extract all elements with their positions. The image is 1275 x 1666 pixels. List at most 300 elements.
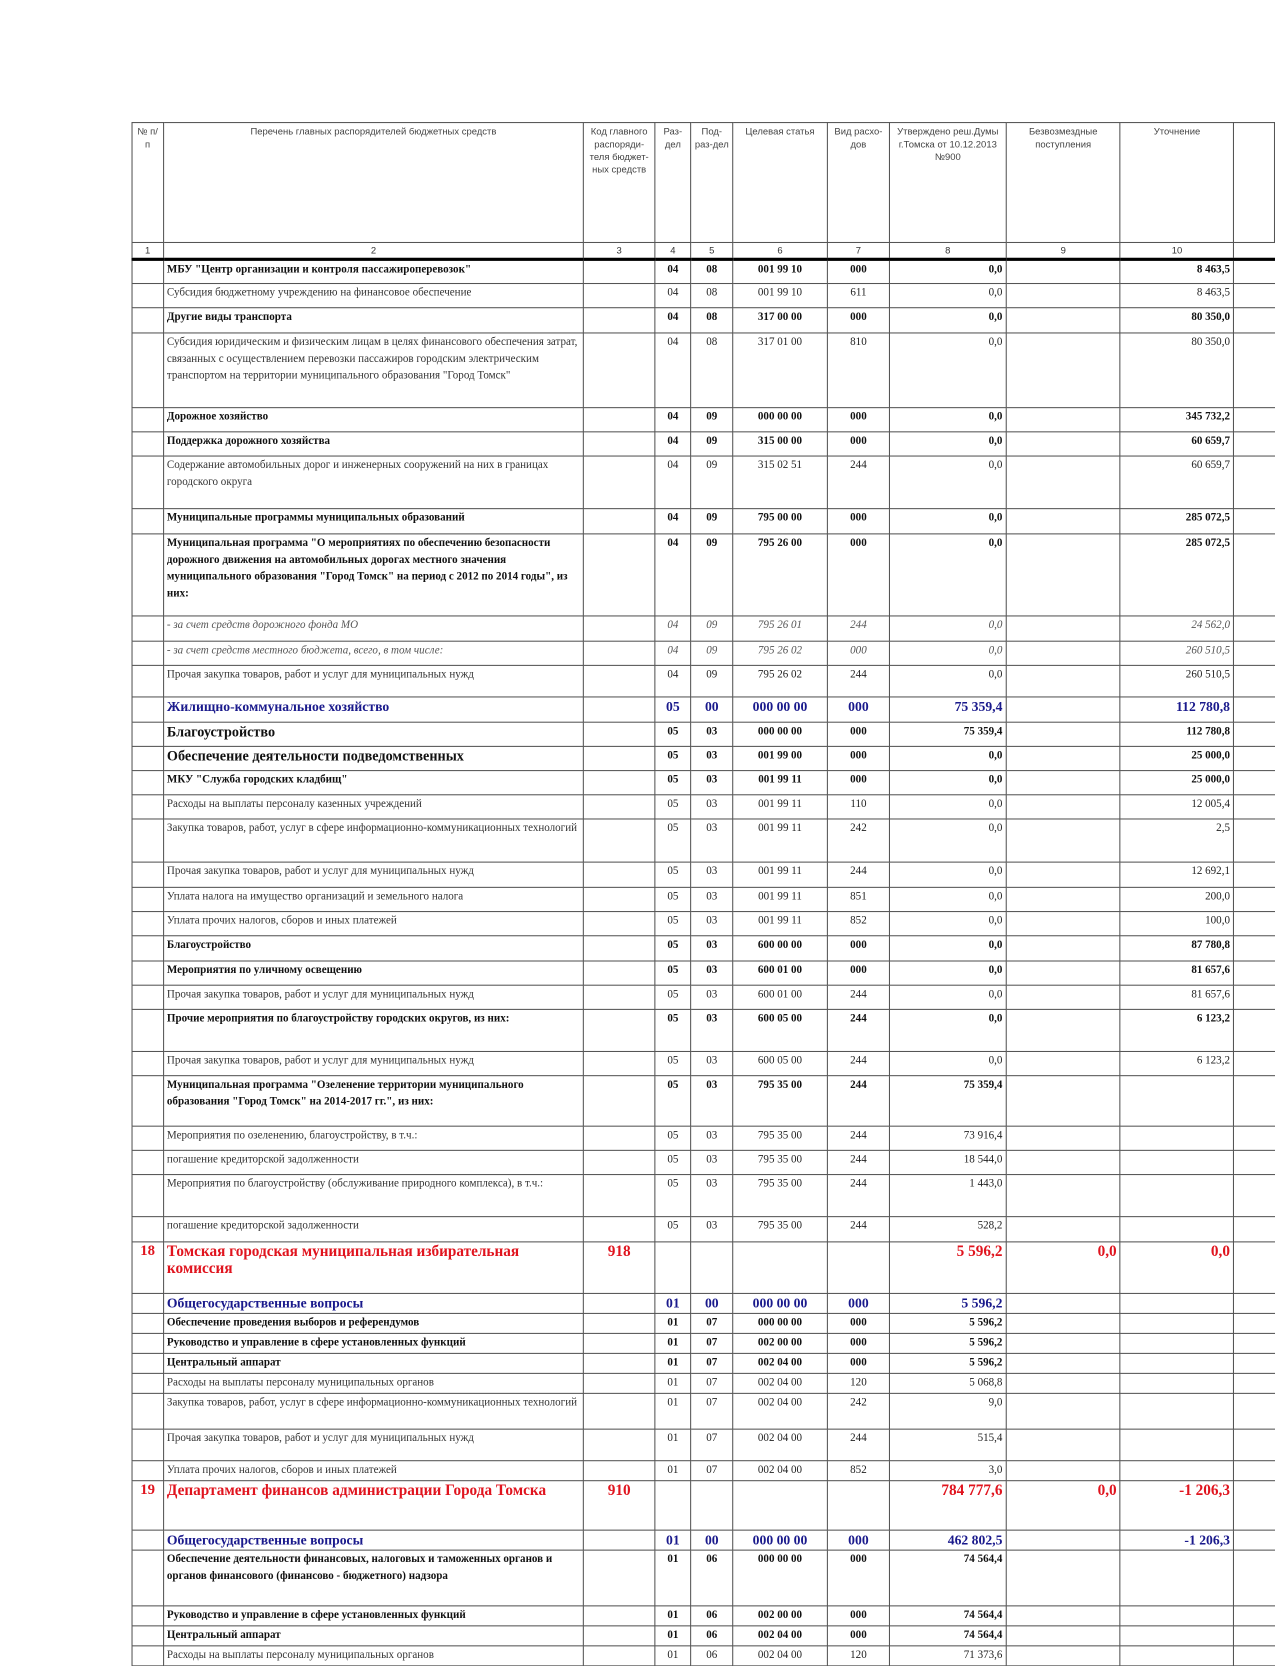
row-subsection: 08: [691, 259, 733, 283]
row-expense-type: 244: [827, 1429, 889, 1461]
row-cut-cell: [1234, 456, 1275, 509]
table-row: [132, 771, 1274, 795]
row-admin-code: [584, 1530, 655, 1550]
row-number: [132, 1353, 163, 1373]
row-subsection: 03: [691, 1175, 733, 1217]
row-adjustment: [1120, 1150, 1233, 1174]
row-name: МБУ "Центр организации и контроля пассажироперевозок": [163, 259, 583, 283]
row-name: Обеспечение деятельности подведомственных: [163, 746, 583, 770]
table-row: [132, 1550, 1274, 1606]
col-number: 4: [655, 242, 691, 259]
row-adjustment: 112 780,8: [1120, 722, 1233, 746]
row-grants: [1006, 456, 1120, 509]
row-expense-type: 242: [827, 1393, 889, 1429]
col-header-code: Код главного распоряди-теля бюджет-ных средств: [584, 123, 655, 243]
row-approved: 0,0: [889, 308, 1006, 333]
row-number: [132, 1429, 163, 1461]
row-subsection: 03: [691, 1217, 733, 1242]
row-grants: [1006, 795, 1120, 819]
row-section: 04: [655, 534, 691, 616]
row-grants: [1006, 697, 1120, 722]
col-header-number: № п/п: [132, 123, 163, 243]
row-expense-type: 000: [827, 1333, 889, 1353]
row-number: [132, 534, 163, 616]
row-subsection: 03: [691, 1009, 733, 1051]
row-cut-cell: [1234, 408, 1275, 432]
row-subsection: 09: [691, 456, 733, 509]
row-number: [132, 1150, 163, 1174]
row-name: Дорожное хозяйство: [163, 408, 583, 432]
row-section: 05: [655, 1175, 691, 1217]
row-expense-type: 120: [827, 1646, 889, 1666]
row-cut-cell: [1234, 1530, 1275, 1550]
row-number: [132, 795, 163, 819]
table-row: [132, 1293, 1274, 1313]
row-section: 01: [655, 1606, 691, 1626]
row-grants: [1006, 1150, 1120, 1174]
row-target-article: 001 99 10: [733, 284, 828, 308]
row-cut-cell: [1234, 616, 1275, 641]
row-admin-code: [584, 1461, 655, 1481]
row-section: 01: [655, 1313, 691, 1333]
row-target-article: 317 00 00: [733, 308, 828, 333]
table-row: [132, 1009, 1274, 1051]
row-section: 01: [655, 1626, 691, 1646]
row-target-article: 002 00 00: [733, 1606, 828, 1626]
col-header-cut: [1234, 123, 1275, 243]
row-target-article: 795 35 00: [733, 1150, 828, 1174]
row-number: [132, 259, 163, 283]
row-grants: [1006, 616, 1120, 641]
row-grants: [1006, 1009, 1120, 1051]
row-grants: [1006, 408, 1120, 432]
row-target-article: 002 04 00: [733, 1393, 828, 1429]
row-admin-code: [584, 534, 655, 616]
row-cut-cell: [1234, 862, 1275, 887]
table-row: [132, 1217, 1274, 1242]
row-expense-type: 611: [827, 284, 889, 308]
row-cut-cell: [1234, 1217, 1275, 1242]
row-number: [132, 1217, 163, 1242]
row-expense-type: 120: [827, 1373, 889, 1393]
row-expense-type: 000: [827, 1606, 889, 1626]
row-section: [655, 1242, 691, 1294]
table-row: [132, 985, 1274, 1009]
row-target-article: 795 35 00: [733, 1217, 828, 1242]
row-section: 04: [655, 616, 691, 641]
col-number-cut: [1234, 242, 1275, 259]
row-target-article: 315 00 00: [733, 432, 828, 456]
row-expense-type: 244: [827, 1076, 889, 1126]
row-grants: [1006, 1333, 1120, 1353]
col-header-target-article: Целевая статья: [733, 123, 828, 243]
table-row: [132, 862, 1274, 887]
row-subsection: 08: [691, 333, 733, 408]
row-name: - за счет средств местного бюджета, всего, в том числе:: [163, 641, 583, 665]
row-section: 04: [655, 432, 691, 456]
row-adjustment: 285 072,5: [1120, 534, 1233, 616]
row-cut-cell: [1234, 432, 1275, 456]
row-approved: 74 564,4: [889, 1606, 1006, 1626]
row-cut-cell: [1234, 1481, 1275, 1530]
row-adjustment: [1120, 1217, 1233, 1242]
row-number: [132, 1333, 163, 1353]
row-grants: [1006, 1429, 1120, 1461]
col-number: 3: [584, 242, 655, 259]
row-subsection: 03: [691, 862, 733, 887]
row-name: Расходы на выплаты персоналу муниципальных органов: [163, 1373, 583, 1393]
row-name: Мероприятия по озеленению, благоустройству, в т.ч.:: [163, 1126, 583, 1150]
row-approved: 5 596,2: [889, 1313, 1006, 1333]
table-row: [132, 1626, 1274, 1646]
row-cut-cell: [1234, 1353, 1275, 1373]
row-target-article: 000 00 00: [733, 1313, 828, 1333]
row-name: Уплата налога на имущество организаций и земельного налога: [163, 887, 583, 911]
row-section: 05: [655, 1009, 691, 1051]
row-section: 05: [655, 961, 691, 985]
row-target-article: 001 99 11: [733, 887, 828, 911]
table-row: [132, 1313, 1274, 1333]
row-expense-type: 244: [827, 862, 889, 887]
budget-table: [132, 122, 1275, 1666]
row-admin-code: [584, 1175, 655, 1217]
row-approved: 73 916,4: [889, 1126, 1006, 1150]
row-approved: 0,0: [889, 432, 1006, 456]
row-subsection: 03: [691, 985, 733, 1009]
table-row: [132, 641, 1274, 665]
row-name: Прочая закупка товаров, работ и услуг для муниципальных нужд: [163, 1429, 583, 1461]
row-grants: [1006, 912, 1120, 936]
row-target-article: 001 99 00: [733, 746, 828, 770]
row-grants: [1006, 936, 1120, 961]
row-cut-cell: [1234, 1313, 1275, 1333]
table-row: [132, 1429, 1274, 1461]
row-subsection: [691, 1242, 733, 1294]
row-target-article: 315 02 51: [733, 456, 828, 509]
row-adjustment: [1120, 1313, 1233, 1333]
row-name: Томская городская муниципальная избирательная комиссия: [163, 1242, 583, 1294]
table-row: [132, 1373, 1274, 1393]
row-name: Центральный аппарат: [163, 1626, 583, 1646]
row-adjustment: [1120, 1461, 1233, 1481]
row-section: 05: [655, 746, 691, 770]
row-section: 04: [655, 665, 691, 697]
row-target-article: 002 04 00: [733, 1626, 828, 1646]
row-cut-cell: [1234, 1150, 1275, 1174]
row-number: [132, 746, 163, 770]
row-subsection: 03: [691, 722, 733, 746]
row-adjustment: 60 659,7: [1120, 456, 1233, 509]
row-cut-cell: [1234, 1009, 1275, 1051]
row-name: Другие виды транспорта: [163, 308, 583, 333]
row-expense-type: [827, 1481, 889, 1530]
table-row: [132, 722, 1274, 746]
row-adjustment: [1120, 1606, 1233, 1626]
row-target-article: 001 99 11: [733, 795, 828, 819]
col-number: 1: [132, 242, 163, 259]
row-name: Расходы на выплаты персоналу казенных учреждений: [163, 795, 583, 819]
row-cut-cell: [1234, 771, 1275, 795]
row-name: Прочая закупка товаров, работ и услуг для муниципальных нужд: [163, 1051, 583, 1075]
row-admin-code: [584, 284, 655, 308]
row-section: 01: [655, 1393, 691, 1429]
row-admin-code: [584, 1333, 655, 1353]
row-cut-cell: [1234, 912, 1275, 936]
row-grants: [1006, 1626, 1120, 1646]
row-adjustment: [1120, 1550, 1233, 1606]
row-number: [132, 887, 163, 911]
table-row: [132, 697, 1274, 722]
row-admin-code: [584, 1550, 655, 1606]
row-target-article: 002 04 00: [733, 1373, 828, 1393]
row-section: 05: [655, 912, 691, 936]
row-admin-code: [584, 1150, 655, 1174]
row-approved: 5 596,2: [889, 1353, 1006, 1373]
row-cut-cell: [1234, 936, 1275, 961]
row-grants: [1006, 985, 1120, 1009]
row-expense-type: 244: [827, 1009, 889, 1051]
row-section: 05: [655, 771, 691, 795]
row-target-article: 000 00 00: [733, 408, 828, 432]
row-name: Муниципальная программа "Озеленение территории муниципального образования "Город Томск" на 2014-2017 гг.", из них:: [163, 1076, 583, 1126]
row-number: [132, 697, 163, 722]
row-number: [132, 961, 163, 985]
row-name: Руководство и управление в сфере установленных функций: [163, 1606, 583, 1626]
row-name: Жилищно-коммунальное хозяйство: [163, 697, 583, 722]
table-row: [132, 1333, 1274, 1353]
row-section: 01: [655, 1333, 691, 1353]
row-cut-cell: [1234, 961, 1275, 985]
row-cut-cell: [1234, 1242, 1275, 1294]
row-grants: [1006, 1550, 1120, 1606]
row-approved: 528,2: [889, 1217, 1006, 1242]
table-row: [132, 665, 1274, 697]
row-admin-code: [584, 1626, 655, 1646]
row-name: Муниципальная программа "О мероприятиях по обеспечению безопасности дорожного движения на автомобильных дорогах местного значения муниципального образования "Город Томск" на период с 2012 по 2014 годы", из них:: [163, 534, 583, 616]
row-name: Общегосударственные вопросы: [163, 1530, 583, 1550]
row-section: 01: [655, 1461, 691, 1481]
row-expense-type: 244: [827, 1150, 889, 1174]
row-target-article: 002 04 00: [733, 1353, 828, 1373]
col-number: 5: [691, 242, 733, 259]
row-target-article: 600 05 00: [733, 1051, 828, 1075]
row-section: 05: [655, 697, 691, 722]
table-row: [132, 1353, 1274, 1373]
row-subsection: 09: [691, 641, 733, 665]
row-admin-code: [584, 936, 655, 961]
row-approved: 462 802,5: [889, 1530, 1006, 1550]
row-expense-type: 000: [827, 432, 889, 456]
row-grants: [1006, 1217, 1120, 1242]
row-admin-code: [584, 641, 655, 665]
row-approved: 5 596,2: [889, 1333, 1006, 1353]
row-target-article: 317 01 00: [733, 333, 828, 408]
col-number: 9: [1006, 242, 1120, 259]
row-expense-type: 244: [827, 665, 889, 697]
row-adjustment: 81 657,6: [1120, 985, 1233, 1009]
row-adjustment: 12 692,1: [1120, 862, 1233, 887]
row-adjustment: [1120, 1293, 1233, 1313]
column-number-row: [132, 242, 1274, 259]
row-section: 01: [655, 1550, 691, 1606]
table-row: [132, 534, 1274, 616]
row-admin-code: [584, 1429, 655, 1461]
row-section: 04: [655, 641, 691, 665]
row-expense-type: 000: [827, 509, 889, 534]
row-name: Содержание автомобильных дорог и инженерных сооружений на них в границах городского округа: [163, 456, 583, 509]
row-approved: 0,0: [889, 912, 1006, 936]
row-admin-code: [584, 1009, 655, 1051]
row-name: Прочая закупка товаров, работ и услуг для муниципальных нужд: [163, 985, 583, 1009]
row-approved: 0,0: [889, 641, 1006, 665]
row-adjustment: [1120, 1175, 1233, 1217]
row-name: Прочая закупка товаров, работ и услуг для муниципальных нужд: [163, 665, 583, 697]
table-row: [132, 284, 1274, 308]
col-number: 10: [1120, 242, 1233, 259]
col-number: 2: [163, 242, 583, 259]
row-subsection: 06: [691, 1606, 733, 1626]
col-header-adjustment: Уточнение: [1120, 123, 1233, 243]
row-approved: 0,0: [889, 534, 1006, 616]
row-section: 01: [655, 1429, 691, 1461]
row-grants: [1006, 284, 1120, 308]
row-expense-type: 000: [827, 408, 889, 432]
row-cut-cell: [1234, 1333, 1275, 1353]
table-row: [132, 509, 1274, 534]
row-expense-type: 851: [827, 887, 889, 911]
row-cut-cell: [1234, 887, 1275, 911]
row-grants: [1006, 1393, 1120, 1429]
table-body: [132, 259, 1274, 1666]
row-grants: [1006, 665, 1120, 697]
row-approved: 5 596,2: [889, 1242, 1006, 1294]
row-number: [132, 408, 163, 432]
row-target-article: 001 99 11: [733, 819, 828, 862]
row-adjustment: 25 000,0: [1120, 746, 1233, 770]
row-adjustment: [1120, 1126, 1233, 1150]
row-admin-code: [584, 795, 655, 819]
row-section: 05: [655, 819, 691, 862]
row-name: Субсидия бюджетному учреждению на финансовое обеспечение: [163, 284, 583, 308]
row-expense-type: 000: [827, 697, 889, 722]
row-target-article: 795 35 00: [733, 1126, 828, 1150]
row-number: [132, 1461, 163, 1481]
row-section: 01: [655, 1293, 691, 1313]
row-grants: [1006, 641, 1120, 665]
row-grants: [1006, 1606, 1120, 1626]
row-section: 04: [655, 509, 691, 534]
row-adjustment: [1120, 1646, 1233, 1666]
row-grants: [1006, 308, 1120, 333]
row-approved: 0,0: [889, 985, 1006, 1009]
row-name: Уплата прочих налогов, сборов и иных платежей: [163, 912, 583, 936]
row-number: [132, 1126, 163, 1150]
row-number: [132, 432, 163, 456]
table-row: [132, 912, 1274, 936]
row-admin-code: [584, 333, 655, 408]
row-name: Муниципальные программы муниципальных образований: [163, 509, 583, 534]
row-number: [132, 936, 163, 961]
row-approved: 5 596,2: [889, 1293, 1006, 1313]
col-number: 8: [889, 242, 1006, 259]
row-expense-type: 242: [827, 819, 889, 862]
row-grants: [1006, 1646, 1120, 1666]
row-approved: 5 068,8: [889, 1373, 1006, 1393]
row-cut-cell: [1234, 1646, 1275, 1666]
row-subsection: 09: [691, 534, 733, 616]
row-approved: 0,0: [889, 961, 1006, 985]
row-section: 04: [655, 456, 691, 509]
table-row: [132, 1461, 1274, 1481]
col-header-subsection: Под-раз-дел: [691, 123, 733, 243]
row-admin-code: [584, 746, 655, 770]
row-number: [132, 771, 163, 795]
row-cut-cell: [1234, 1293, 1275, 1313]
row-subsection: 07: [691, 1429, 733, 1461]
row-approved: 74 564,4: [889, 1626, 1006, 1646]
row-name: Общегосударственные вопросы: [163, 1293, 583, 1313]
row-cut-cell: [1234, 1076, 1275, 1126]
row-subsection: 00: [691, 697, 733, 722]
row-admin-code: [584, 1293, 655, 1313]
row-adjustment: [1120, 1333, 1233, 1353]
row-target-article: 600 00 00: [733, 936, 828, 961]
table-row: [132, 259, 1274, 283]
row-number: [132, 912, 163, 936]
row-target-article: 001 99 11: [733, 862, 828, 887]
row-subsection: 03: [691, 746, 733, 770]
row-name: Мероприятия по уличному освещению: [163, 961, 583, 985]
row-adjustment: 6 123,2: [1120, 1051, 1233, 1075]
row-target-article: 600 05 00: [733, 1009, 828, 1051]
row-expense-type: 000: [827, 259, 889, 283]
row-admin-code: [584, 1313, 655, 1333]
row-approved: 0,0: [889, 862, 1006, 887]
row-adjustment: 2,5: [1120, 819, 1233, 862]
row-grants: [1006, 1293, 1120, 1313]
row-section: 04: [655, 284, 691, 308]
row-number: 19: [132, 1481, 163, 1530]
row-section: 05: [655, 1150, 691, 1174]
row-name: погашение кредиторской задолженности: [163, 1217, 583, 1242]
row-subsection: 07: [691, 1393, 733, 1429]
row-target-article: 795 26 02: [733, 641, 828, 665]
row-subsection: 08: [691, 284, 733, 308]
row-target-article: 000 00 00: [733, 1530, 828, 1550]
row-subsection: 07: [691, 1353, 733, 1373]
row-name: Благоустройство: [163, 936, 583, 961]
row-cut-cell: [1234, 509, 1275, 534]
col-header-expense-type: Вид расхо-дов: [827, 123, 889, 243]
row-section: 05: [655, 1051, 691, 1075]
row-number: [132, 665, 163, 697]
row-grants: [1006, 432, 1120, 456]
row-adjustment: 80 350,0: [1120, 333, 1233, 408]
row-approved: 75 359,4: [889, 722, 1006, 746]
row-section: 05: [655, 795, 691, 819]
row-name: погашение кредиторской задолженности: [163, 1150, 583, 1174]
row-number: [132, 1009, 163, 1051]
row-approved: 0,0: [889, 665, 1006, 697]
row-grants: [1006, 509, 1120, 534]
row-name: Обеспечение проведения выборов и референдумов: [163, 1313, 583, 1333]
row-section: 04: [655, 408, 691, 432]
row-expense-type: 000: [827, 771, 889, 795]
row-expense-type: 810: [827, 333, 889, 408]
row-subsection: 03: [691, 1076, 733, 1126]
row-approved: 0,0: [889, 509, 1006, 534]
row-admin-code: [584, 722, 655, 746]
